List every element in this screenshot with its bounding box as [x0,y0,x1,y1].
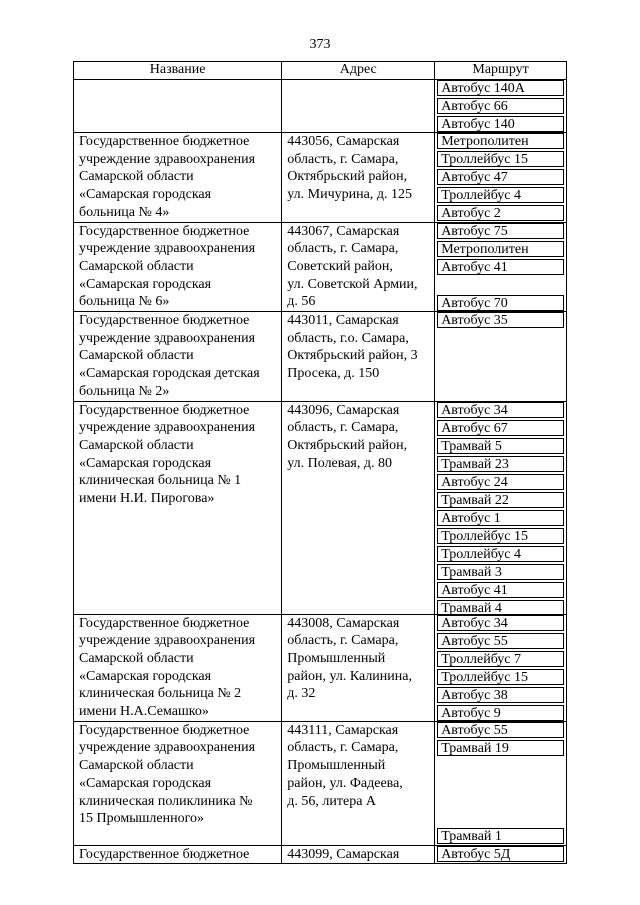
institution-name-cell [74,133,282,223]
routes-cell [435,80,567,133]
institution-name-line: учреждение здравоохранения [79,241,256,257]
institution-name-cell [74,312,282,402]
address-line: ул. Полевая, д. 80 [287,455,392,471]
institution-name-line: Самарской области [79,650,194,666]
address-cell [282,614,435,721]
route-item: Автобус 47 [437,169,564,185]
route-item: Троллейбус 4 [437,546,564,562]
institution-name-line: Государственное бюджетное [79,615,250,631]
route-item: Автобус 55 [437,633,564,649]
route-item: Метрополитен [437,133,564,149]
institution-name-line: имени Н.А.Семашко» [79,704,209,720]
institution-name-line: клиническая поликлиника № [79,793,253,809]
institution-name-cell [74,401,282,614]
address-line: ул. Мичурина, д. 125 [287,187,412,203]
institution-name-line: «Самарская городская [79,775,212,791]
institution-name-line: учреждение здравоохранения [79,740,256,756]
institution-name-line: учреждение здравоохранения [79,330,256,346]
address-line: 443067, Самарская [287,223,400,239]
route-item: Автобус 55 [437,722,564,738]
routes-cell [435,721,567,845]
address-line: д. 56, литера А [287,793,377,809]
table-row [74,614,567,721]
institution-name-cell [74,222,282,312]
route-item: Автобус 35 [437,312,564,328]
routes-cell [435,312,567,402]
institution-name-line: клиническая больница № 2 [79,686,242,702]
route-item: Автобус 140 [437,116,564,132]
address-line: область, г.о. Самара, [287,330,409,346]
routes-cell [435,614,567,721]
address-line: район, ул. Фадеева, [287,775,403,791]
address-line: Советский район, [287,258,393,274]
institution-name-line: Самарской области [79,758,194,774]
route-item: Автобус 67 [437,420,564,436]
address-line: 443096, Самарская [287,402,400,418]
institution-name-cell [74,614,282,721]
route-item: Автобус 34 [437,402,564,418]
route-item: Автобус 5Д [437,846,564,862]
address-line: д. 32 [287,686,316,702]
address-line: Просека, д. 150 [287,366,380,382]
route-item: Трамвай 1 [437,828,564,844]
institution-name-line: Самарской области [79,348,194,364]
institution-name-line: клиническая больница № 1 [79,473,242,489]
route-item: Троллейбус 7 [437,651,564,667]
address-line: Промышленный [287,758,386,774]
address-line: область, г. Самара, [287,740,399,756]
table-row [74,80,567,133]
route-item: Троллейбус 4 [437,187,564,203]
address-cell [282,721,435,845]
address-line: область, г. Самара, [287,420,399,436]
route-item: Автобус 9 [437,705,564,721]
address-cell [282,401,435,614]
institution-name-line: больница № 2» [79,383,170,399]
address-line: район, ул. Калинина, [287,668,412,684]
page-number: 373 [309,37,331,52]
table-row [74,133,567,223]
institution-name-line: Государственное бюджетное [79,846,250,862]
address-line: 443008, Самарская [287,615,400,631]
institution-name-cell [74,845,282,864]
address-line: 443099, Самарская [287,846,400,862]
institution-name-line: «Самарская городская [79,455,212,471]
route-item: Автобус 2 [437,205,564,221]
header-route: Маршрут [435,62,567,80]
table-row [74,721,567,845]
routes-cell [435,401,567,614]
address-line: 443111, Самарская [287,722,399,738]
route-item: Автобус 66 [437,98,564,114]
address-line: область, г. Самара, [287,151,399,167]
address-line: д. 56 [287,294,316,310]
address-line: область, г. Самара, [287,633,399,649]
institution-name-cell [74,80,282,133]
institutions-table [73,61,567,864]
institution-name-line: учреждение здравоохранения [79,420,256,436]
route-item: Трамвай 5 [437,438,564,454]
route-item: Автобус 24 [437,474,564,490]
route-item: Автобус 75 [437,223,564,239]
route-item: Троллейбус 15 [437,528,564,544]
routes-cell [435,845,567,864]
institution-name-line: Государственное бюджетное [79,402,250,418]
institution-name-line: «Самарская городская [79,668,212,684]
address-cell [282,312,435,402]
institution-name-line: Государственное бюджетное [79,223,250,239]
institution-name-cell [74,721,282,845]
route-item: Трамвай 19 [437,740,564,756]
institution-name-line: имени Н.И. Пирогова» [79,491,215,507]
route-item: Трамвай 3 [437,564,564,580]
institution-name-line: 15 Промышленного» [79,811,204,827]
address-cell [282,222,435,312]
address-line: 443011, Самарская [287,313,399,329]
address-line: Промышленный [287,650,386,666]
table-row [74,222,567,312]
institution-name-line: «Самарская городская детская [79,366,260,382]
institution-name-line: Самарской области [79,169,194,185]
route-item: Автобус 1 [437,510,564,526]
address-line: Октябрьский район, 3 [287,348,418,364]
address-line: 443056, Самарская [287,134,400,149]
institution-name-line: учреждение здравоохранения [79,633,256,649]
route-item: Трамвай 23 [437,456,564,472]
route-item: Трамвай 22 [437,492,564,508]
institution-name-line: больница № 4» [79,204,170,220]
address-line: Октябрьский район, [287,437,408,453]
route-item: Метрополитен [437,241,564,257]
route-item: Трамвай 4 [437,600,564,616]
route-item: Автобус 34 [437,615,564,631]
institution-name-line: учреждение здравоохранения [79,151,256,167]
institution-name-line: Государственное бюджетное [79,134,250,149]
route-item: Автобус 70 [437,295,564,311]
address-line: ул. Советской Армии, [287,276,418,292]
route-item: Автобус 38 [437,687,564,703]
table-row [74,312,567,402]
institution-name-line: больница № 6» [79,294,170,310]
table-row [74,845,567,864]
address-cell [282,845,435,864]
route-item: Троллейбус 15 [437,669,564,685]
address-cell [282,80,435,133]
institution-name-line: Самарской области [79,258,194,274]
routes-cell [435,222,567,312]
institution-name-line: Государственное бюджетное [79,313,250,329]
institution-name-line: Государственное бюджетное [79,722,250,738]
route-item: Троллейбус 15 [437,151,564,167]
route-item: Автобус 140А [437,80,564,96]
institution-name-line: Самарской области [79,437,194,453]
institution-name-line: «Самарская городская [79,187,212,203]
routes-cell [435,133,567,223]
address-line: Октябрьский район, [287,169,408,185]
header-address: Адрес [282,62,435,80]
address-line: область, г. Самара, [287,241,399,257]
route-item: Автобус 41 [437,582,564,598]
header-name: Название [74,62,282,80]
table-row [74,401,567,614]
institution-name-line: «Самарская городская [79,276,212,292]
route-item: Автобус 41 [437,259,564,275]
address-cell [282,133,435,223]
table-header-row [74,62,567,80]
